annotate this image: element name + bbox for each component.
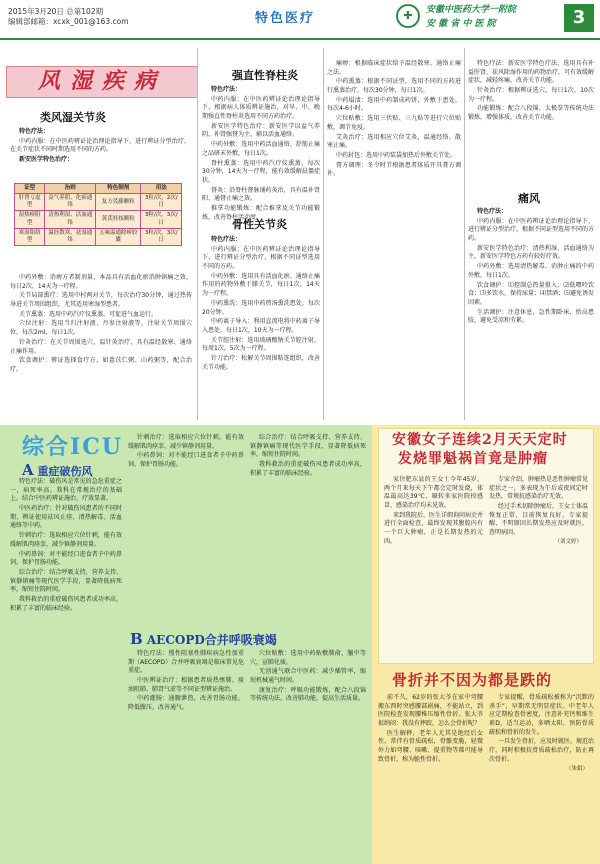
icu-sub2-body xyxy=(128,650,366,858)
table-cell: 黄芪桂枝颗粒 xyxy=(96,211,141,228)
column-divider xyxy=(197,48,198,420)
anhui-para: 专家介绍，肿瘤热是恶性肿瘤常见症状之一，多表现为午后或夜间定时发热，常规抗感染治疗无效。 xyxy=(489,476,589,501)
anhui-headline-line2: 发烧罪魁祸首竟是肿瘤 xyxy=(398,451,548,467)
middle-para: 痛痹：根据临床症状给予温经散寒、通络止痛之法。 xyxy=(327,60,461,76)
middle-para: 中药封包：选用中药装袋加热后外敷关节处。 xyxy=(336,151,457,159)
table-header-cell: 用法 xyxy=(141,184,182,194)
page-number: 3 xyxy=(564,4,594,32)
oa-body-para: 针刀治疗：松解关节周围粘连组织，改善关节功能。 xyxy=(202,354,320,371)
table-cell: 益气养阴、化瘀通络 xyxy=(45,194,96,211)
icu-sub1-para: 特色疗法：破伤风是常见的急危重症之一，病死率高。我科在常规治疗的基础上，结合中医药辨证施治，疗效显著。 xyxy=(10,478,122,503)
icu-sub2-para: 无创通气联合中医药：减少插管率，缩短机械通气时间。 xyxy=(250,668,366,685)
ra-body-para: 饮食调护：辨证选择食疗方，如薏苡仁粥、山药粥等，配合治疗。 xyxy=(10,357,192,373)
as-body-para: 新安医学特色治疗：新安医学以益气养阴、补肾强督为主，辅以活血通络。 xyxy=(202,122,320,139)
ra-intro-3: 新安医学特色治疗： xyxy=(19,156,74,164)
gout-headline: 痛风 xyxy=(518,192,540,205)
column-divider xyxy=(464,48,465,420)
oa-body-para: 中药内服：在中医药辨证论治理论指导下，进行辨证分型治疗，根据不同证型选用不同的方药。 xyxy=(202,245,320,271)
table-header-cell: 证型 xyxy=(15,184,45,194)
issue-info xyxy=(8,7,129,27)
gout-preface-para: 针灸治疗：根据辨证选穴，每日1次，10次为一疗程。 xyxy=(468,87,594,103)
icu-sub1-title: 重症破伤风 xyxy=(37,465,93,478)
anhui-para: 来到我院后，医生详细询问病史并进行全面检查，最终发现其腹腔内有一个巨大肿瘤，正是长期发热的元凶。 xyxy=(384,511,484,545)
icu-sub2-para: 中医辨证治疗：根据患者痰热壅肺、痰浊阻肺、肺肾气虚等不同证型辨证施治。 xyxy=(128,677,244,693)
gout-body-para: 生活调护：注意休息，急性期卧床，抬高患肢，避免受凉和劳累。 xyxy=(468,308,594,325)
as-body xyxy=(202,86,320,221)
as-body-para: 中药内服：在中医药辨证论治理论指导下，根据病人体质辨证施治，对早、中、晚期强直性脊柱炎选用不同方药治疗。 xyxy=(202,95,320,121)
publisher-line-1: 安徽中医药大学一附院 xyxy=(426,5,517,15)
ra-intro-1: 特色疗法： xyxy=(19,128,50,135)
rheum-middle-body xyxy=(327,60,461,420)
gout-preface xyxy=(468,60,594,184)
editor-email: 编辑部邮箱：xcxk_001@163.com xyxy=(8,17,129,27)
icu-sub1-cont-para: 我科救治的重症破伤风患者成功率高，积累了丰富的临床经验。 xyxy=(250,461,366,477)
gout-body-para: 中药内服：在中医药辨证论治理论指导下，进行辨证分型治疗，根据不同证型选用不同的方药。 xyxy=(468,217,595,243)
gout-body-para: 特色疗法： xyxy=(477,208,508,215)
icu-sub2-heading xyxy=(130,629,277,651)
fracture-para: 一旦发生骨折，应及时就医，规范治疗，同时积极抗骨质疏松治疗，防止再次骨折。 xyxy=(489,738,595,763)
issue-date: 2015年3月20日 总第102期 xyxy=(8,7,104,16)
fracture-para: 医生解释，老年人尤其是绝经后女性，常伴有骨质疏松，骨骼变脆，轻微外力如弯腰、咳嗽、提重物等都可能导致骨折，称为脆性骨折。 xyxy=(378,729,483,763)
icu-sub2-title: AECOPD合并呼吸衰竭 xyxy=(146,633,277,647)
hospital-logo-icon: ✚ xyxy=(396,4,420,28)
icu-sub1-cont-para: 中药鼻饲：对不能经口进食者予中药鼻饲，保护胃肠功能。 xyxy=(128,452,244,469)
ra-body xyxy=(10,274,192,420)
oa-body-para: 中药离子导入：利用直流电将中药离子导入患处，每日1次，10天为一疗程。 xyxy=(202,318,320,334)
icu-sub2-para: 康复治疗：呼吸功能锻炼，配合八段锦等传统功法，改善肺功能，提高生活质量。 xyxy=(250,686,366,703)
anhui-para: 经过手术切除肿瘤后，王女士体温恢复正常，目前恢复良好。专家提醒，不明原因长期发热应及时就医，查明病因。 xyxy=(489,503,589,537)
as-body-para: 脊柱熏蒸：选用中药汽疗仪熏蒸，每次30分钟，14天为一疗程，能有效缓解晨僵症状。 xyxy=(202,159,320,184)
table-cell: 寒湿阻络型 xyxy=(15,228,45,245)
fracture-para: 专家提醒，骨质疏松被称为“沉默的杀手”，早期常无明显症状。中老年人应定期检查骨密度，注意补充钙和维生素D，适当运动，多晒太阳，预防骨质疏松和骨折的发生。 xyxy=(489,694,594,736)
as-body-para: 中药外敷：选用中药活血通络、舒筋止痛之品研末外敷，每日1次。 xyxy=(202,141,320,157)
oa-body-para: 关节腔注射：选用玻璃酸钠关节腔注射，每周1次，5次为一疗程。 xyxy=(202,336,320,353)
table-cell: 复方芪藤颗粒 xyxy=(96,194,141,211)
icu-sub2-para: 特色疗法：慢性阻塞性肺疾病急性加重期（AECOPD）合并呼吸衰竭是临床常见危重症。 xyxy=(128,650,244,675)
icu-sub1-para: 中药鼻饲：对不能经口进食者予中药鼻饲，保护胃肠功能。 xyxy=(10,550,122,567)
ra-herb-table xyxy=(14,183,182,246)
icu-sub1-body xyxy=(10,478,122,858)
middle-para: 艾灸治疗：选用相应穴位艾灸，温通经络、散寒止痛。 xyxy=(327,133,461,150)
middle-para: 穴位贴敷：选用三伏贴、三九贴等进行穴位贴敷，调节免疫。 xyxy=(327,115,461,131)
table-cell: 五味温通除痹胶囊 xyxy=(96,228,141,245)
table-cell: 清热利湿、活血通络 xyxy=(45,211,96,228)
gout-body xyxy=(468,208,594,420)
icu-sub2-letter: B xyxy=(130,630,143,648)
icu-sub1-para: 综合治疗：结合呼吸支持、营养支持、镇静镇痛等现代医学手段，显著降低病死率，缩短住院时间。 xyxy=(10,568,122,594)
table-cell: 3粒/次，3次/日 xyxy=(141,211,182,228)
publisher-line-2: 安 徽 省 中 医 院 xyxy=(426,19,496,29)
anhui-body xyxy=(384,476,588,658)
middle-para: 中药塌渍：选用中药制成药饼，外敷于患处，每次4-6小时。 xyxy=(327,96,461,113)
anhui-author: （刘文婷） xyxy=(554,538,582,545)
oa-body-para: 中药外敷：选用具有活血化瘀、通络止痛作用的药物外敷于膝关节，每日1次，14天为一疗程。 xyxy=(202,272,320,298)
icu-sub1-continued xyxy=(128,434,366,624)
ra-intro-2: 中药内服：在中医药辨证论治理论指导下，进行辨证分型治疗，在关节症状不同时期选用不同的方药。 xyxy=(10,137,190,154)
as-body-para: 推拿功能锻炼：配合推拿及关节功能锻炼，改善脊柱活动度。 xyxy=(202,204,320,221)
icu-sub1-letter: A xyxy=(22,461,34,479)
icu-sub2-para: 穴位贴敷：选用中药贴敷肺俞、膻中等穴，宣肺化痰。 xyxy=(250,650,366,666)
icu-sub2-para: 中药灌肠：通腑泄热，改善胃肠功能，降低腹压，改善通气。 xyxy=(128,695,244,712)
rheumatism-banner-title: 风湿疾病 xyxy=(37,68,166,95)
icu-sub1-para: 中医药治疗：针对破伤风患者的不同时期，辨证使用祛风止痉、清热解毒、活血通络等中药。 xyxy=(10,505,122,530)
gout-body-para: 饮食调护：⑴控制总热量摄入；⑵低嘌呤饮食；⑶多饮水，保持尿量；⑷禁酒；⑸避免诱发因素。 xyxy=(468,281,595,306)
icu-sub1-cont-para: 综合治疗：结合呼吸支持、营养支持、镇静镇痛等现代医学手段，显著降低病死率，缩短住院时间。 xyxy=(250,434,366,459)
ra-body-para: 穴位注射：选用当归注射液、丹参注射液等，注射关节周围穴位，每次2ml，每日1次。 xyxy=(10,320,192,337)
ra-headline: 类风湿关节炎 xyxy=(40,111,106,124)
icu-sub1-para: 我科救治的重症破伤风患者成功率高，积累了丰富的临床经验。 xyxy=(10,595,122,612)
fracture-body xyxy=(378,694,594,858)
oa-body xyxy=(202,236,320,420)
icu-sub1-para: 针刺治疗：选取相应穴位针刺，能有效缓解肌肉痉挛，减少镇静剂用量。 xyxy=(10,532,122,548)
icu-sub1-cont-para: 针刺治疗：选取相应穴位针刺，能有效缓解肌肉痉挛，减少镇静剂用量。 xyxy=(128,434,244,450)
oa-headline: 骨性关节炎 xyxy=(232,218,287,231)
table-cell: 肝肾亏虚型 xyxy=(15,194,45,211)
oa-body-para: 特色疗法： xyxy=(211,236,242,243)
table-header-row xyxy=(15,184,182,194)
fracture-headline: 骨折并不因为都是跌的 xyxy=(392,671,553,689)
table-row xyxy=(15,211,182,228)
table-header-cell: 特色制剂 xyxy=(96,184,141,194)
column-divider xyxy=(323,48,324,420)
as-body-para: 督灸：沿脊柱督脉铺药灸治，具有温补肾阳、通督止痛之效。 xyxy=(202,186,320,203)
table-cell: 湿热痹阻型 xyxy=(15,211,45,228)
fracture-para: 前不久，62岁的张大爷在家中弯腰搬东西时突感腰部剧痛，不能站立，到医院检查发现腰椎压缩性骨折。张大爷很纳闷：我没有摔跤，怎么会骨折呢？ xyxy=(378,694,483,728)
table-cell: 温经散寒、祛湿通络 xyxy=(45,228,96,245)
ra-body-para: 针灸治疗：在关节周围选穴，温针灸治疗，具有温经散寒、通络止痛作用。 xyxy=(10,338,192,355)
anhui-headline-line1: 安徽女子连续2月天天定时 xyxy=(392,432,568,448)
oa-body-para: 中药熏洗：选用中药煎汤熏洗患处，每次20分钟。 xyxy=(202,299,320,316)
ra-body-para: 关节局部熏疗：选用中村两对关节，每次治疗30分钟，通过热传导进关节周围组织，尤其适用寒湿型患者。 xyxy=(10,292,192,309)
fracture-author: （朱娟） xyxy=(565,765,588,772)
page-header xyxy=(0,0,600,40)
anhui-para: 家住肥东县的王女士今年45岁，两个月来每天下午都会定时发烧，体温最高达39℃，辗转多家医院按感冒、感染治疗均未见效。 xyxy=(384,476,483,510)
ra-body-para: 关节熏蒸：选用中药汽疗仪熏蒸，可促进气血运行。 xyxy=(19,310,158,318)
table-header-cell: 治则 xyxy=(45,184,96,194)
middle-para: 中药熏蒸：根据不同证型，选用不同的方药进行熏蒸治疗，每次30分钟，每日1次。 xyxy=(327,78,461,95)
section-title: 特色医疗 xyxy=(255,11,316,26)
table-cell: 3粒/次，2次/日 xyxy=(141,194,182,211)
ra-body-para: 中药外敷：消痹方者制剂量，本品具有活血化瘀消肿镇痛之效，每日2次，14天为一疗程。 xyxy=(10,274,192,290)
gout-preface-para: 功能锻炼：配合八段锦、太极拳等传统功法锻炼，增强体质，改善关节功能。 xyxy=(468,105,594,122)
table-row xyxy=(15,194,182,211)
table-cell: 3粒/次，3次/日 xyxy=(141,228,182,245)
middle-para: 膏方调理：冬令时节根据患者体质开具膏方调补。 xyxy=(327,161,461,178)
gout-preface-para: 特色疗法：新安医学特色疗法，选用具有补益肝肾、祛风除湿作用的药物治疗，可有效缓解症状，减轻疼痛，改善关节功能。 xyxy=(468,60,595,85)
gout-body-para: 中药外敷：选用清热解毒、消肿止痛的中药外敷，每日1次。 xyxy=(468,263,594,279)
as-headline: 强直性脊柱炎 xyxy=(232,69,298,82)
ra-intro xyxy=(10,128,190,180)
as-body-para: 特色疗法： xyxy=(211,86,242,93)
gout-body-para: 新安医学特色治疗：清热利湿、活血通络为主，新安医学特色方药有较好疗效。 xyxy=(468,244,594,261)
icu-title: 综合ICU xyxy=(22,434,123,460)
table-row xyxy=(15,228,182,245)
rheumatism-banner xyxy=(6,66,198,98)
